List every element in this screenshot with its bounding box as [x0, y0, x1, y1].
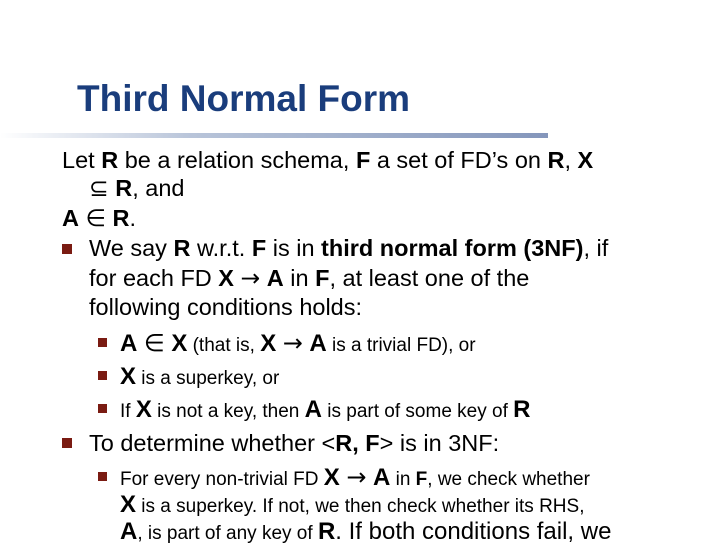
sub-line-3: A, is part of any key of R. If both conditions fail, we — [120, 518, 612, 545]
title-divider — [0, 133, 548, 138]
bullet-icon — [62, 244, 72, 254]
intro-line-3: A ∈ R. — [62, 204, 137, 232]
sub-line-1: For every non-trivial FD X → A in F, we check whether — [120, 463, 590, 491]
bullet-icon — [62, 438, 72, 448]
point1-line-3: following conditions holds: — [89, 294, 363, 320]
sub-line-2: X is a superkey. If not, we then check whether its RHS, — [120, 491, 585, 518]
condition-1: A ∈ X (that is, X → A is a trivial FD), or — [120, 329, 476, 357]
point1-line-1: We say R w.r.t. F is in third normal form (3NF), if — [89, 235, 609, 261]
point1-line-2: for each FD X → A in F, at least one of the — [89, 264, 530, 292]
point2: To determine whether <R, F> is in 3NF: — [89, 430, 500, 456]
bullet-icon — [98, 338, 107, 347]
condition-3: If X is not a key, then A is part of some key of R — [120, 396, 531, 423]
intro-line-2: ⊆ R, and — [89, 174, 185, 202]
bullet-icon — [98, 371, 107, 380]
slide-title: Third Normal Form — [77, 78, 411, 119]
bullet-icon — [98, 404, 107, 413]
condition-2: X is a superkey, or — [120, 363, 280, 390]
bullet-icon — [98, 472, 107, 481]
intro-line-1: Let R be a relation schema, F a set of FD’s on R, X — [62, 147, 594, 173]
